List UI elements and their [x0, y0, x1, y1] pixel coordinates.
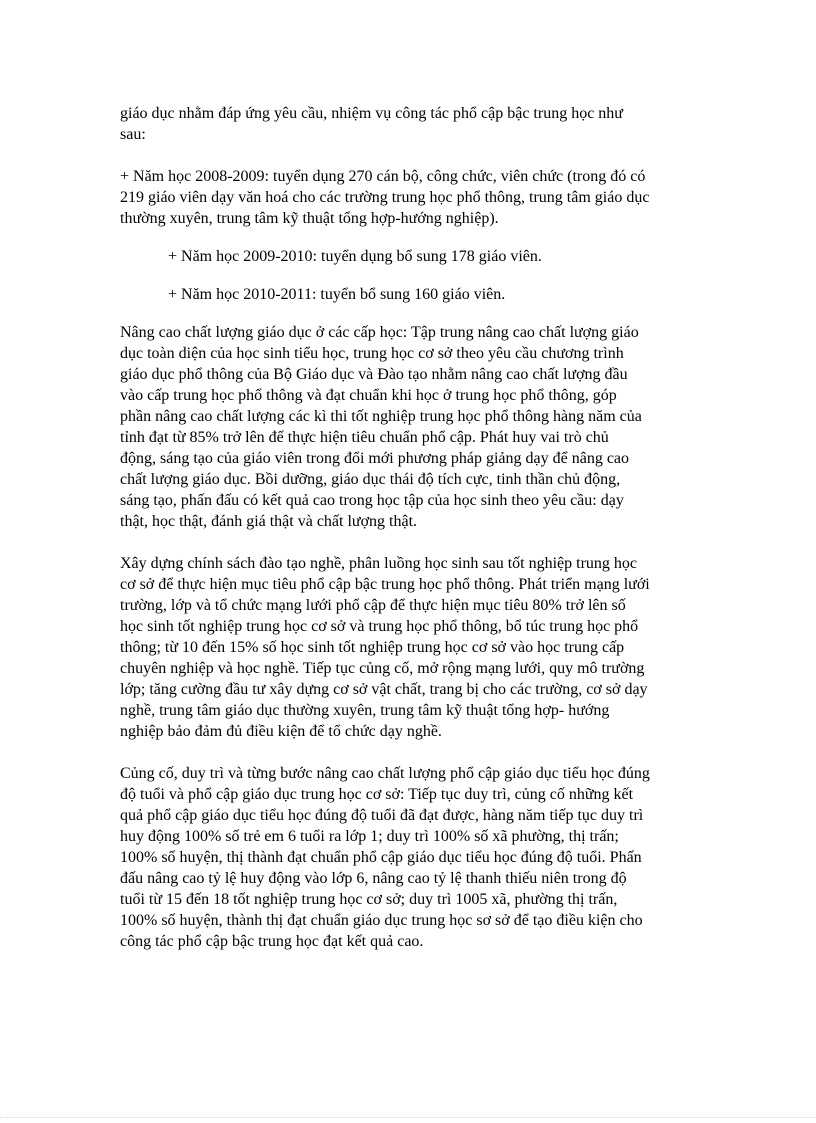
paragraph-universalization: Củng cố, duy trì và từng bước nâng cao chất lượng phổ cập giáo dục tiểu học đúng độ tuổi và phổ cập giáo dục trung học cơ sở: Tiếp tục duy trì, củng cố những kết quả phổ cập giáo dục tiểu học đúng độ tuổi đã đạt được, hàng năm tiếp tục duy trì huy động 100% số trẻ em 6 tuổi ra lớp 1; duy trì 100% số xã phường, thị trấn; 100% số huyện, thị thành đạt chuẩn phổ cập giáo dục tiểu học đúng độ tuổi. Phấn đấu nâng cao tỷ lệ huy động vào lớp 6, nâng cao tỷ lệ thanh thiếu niên trong độ tuổi từ 15 đến 18 tốt nghiệp trung học cơ sở; duy trì 1005 xã, phường thị trấn, 100% số huyện, thành thị đạt chuẩn giáo dục trung học sơ sở để tạo điều kiện cho công tác phổ cập bậc trung học đạt kết quả cao. — [120, 765, 650, 950]
paragraph-vocational-training: Xây dựng chính sách đào tạo nghề, phân luồng học sinh sau tốt nghiệp trung học cơ sở để thực hiện mục tiêu phổ cập bậc trung học phổ thông. Phát triển mạng lưới trường, lớp và tổ chức mạng lưới phổ cập để thực hiện mục tiêu 80% trở lên số học sinh tốt nghiệp trung học cơ sở và trung học phổ thông, bổ túc trung học phổ thông; từ 10 đến 15% số học sinh tốt nghiệp trung học cơ sở vào học trung cấp chuyên nghiệp và học nghề. Tiếp tục củng cố, mở rộng mạng lưới, quy mô trường lớp; tăng cường đầu tư xây dựng cơ sở vật chất, trang bị cho các trường, cơ sở dạy nghề, trung tâm giáo dục thường xuyên, trung tâm kỹ thuật tổng hợp- hướng nghiệp bảo đảm đủ điều kiện để tổ chức dạy nghề. — [120, 555, 650, 740]
paragraph-recruitment-2010: + Năm học 2010-2011: tuyển bổ sung 160 giáo viên. — [168, 286, 506, 303]
paragraph-recruitment-2009: + Năm học 2009-2010: tuyển dụng bổ sung 178 giáo viên. — [168, 248, 542, 265]
paragraph-intro-continuation: giáo dục nhằm đáp ứng yêu cầu, nhiệm vụ công tác phổ cập bậc trung học như sau: — [120, 105, 623, 143]
paragraph-education-quality: Nâng cao chất lượng giáo dục ở các cấp học: Tập trung nâng cao chất lượng giáo dục toàn diện của học sinh tiểu học, trung học cơ sở theo yêu cầu chương trình giáo dục phổ thông của Bộ Giáo dục và Đào tạo nhằm nâng cao chất lượng đầu vào cấp trung học phổ thông và đạt chuẩn khi học ở trung học phổ thông, góp phần nâng cao chất lượng các kì thi tốt nghiệp trung học phổ thông hàng năm của tỉnh đạt từ 85% trở lên để thực hiện tiêu chuẩn phổ cập. Phát huy vai trò chủ động, sáng tạo của giáo viên trong đổi mới phương pháp giảng dạy để nâng cao chất lượng giáo dục. Bồi dưỡng, giáo dục thái độ tích cực, tinh thần chủ động, sáng tạo, phấn đấu có kết quả cao trong học tập của học sinh theo yêu cầu: dạy thật, học thật, đánh giá thật và chất lượng thật. — [120, 324, 642, 530]
paragraph-recruitment-2008: + Năm học 2008-2009: tuyển dụng 270 cán bộ, công chức, viên chức (trong đó có 219 giáo viên dạy văn hoá cho các trường trung học phổ thông, trung tâm giáo dục thường xuyên, trung tâm kỹ thuật tổng hợp-hướng nghiệp). — [120, 168, 650, 227]
page-bottom-divider — [0, 1117, 816, 1118]
document-body — [120, 103, 698, 973]
